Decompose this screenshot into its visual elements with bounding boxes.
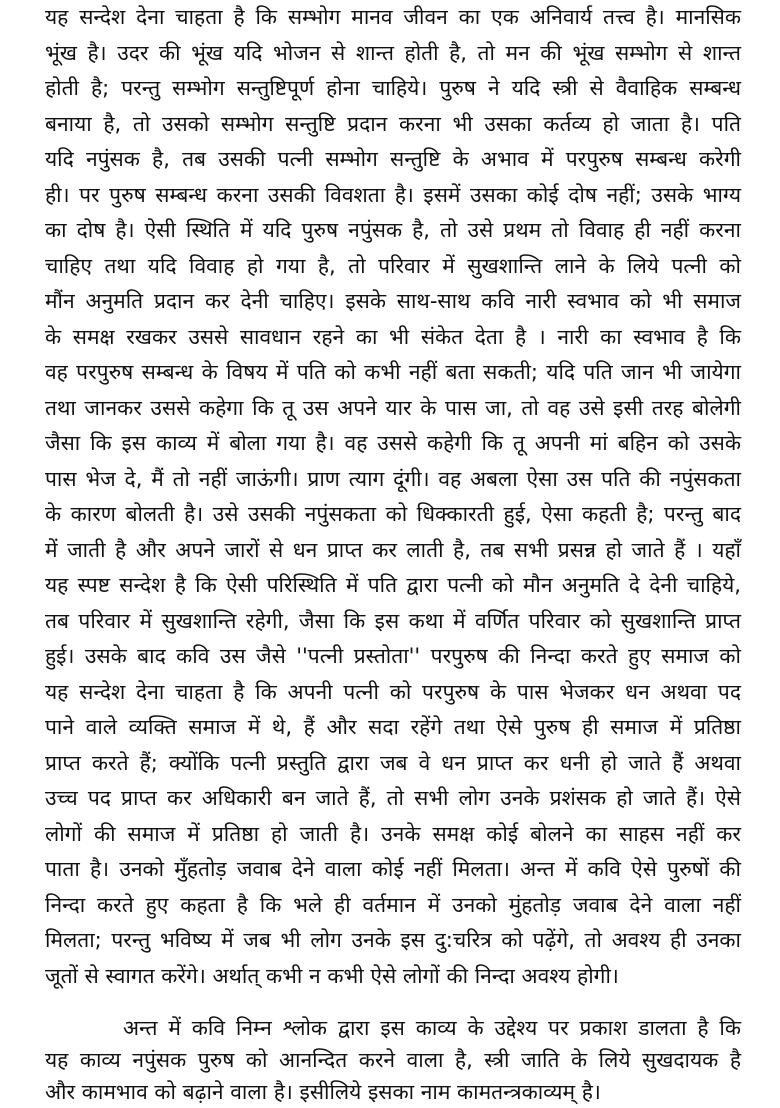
text-line: बनाया है, तो उसको सम्भोग सन्तुष्टि प्रदान करना भी उसका कर्तव्य हो जाता है। पति [45, 111, 741, 136]
text-line: के समक्ष रखकर उससे सावधान रहने का भी संकेत देता है । नारी का स्वभाव है कि [45, 324, 741, 349]
text-line: जूतों से स्वागत करेंगे। अर्थात् कभी न कभी ऐसे लोगों की निन्दा अवश्य होगी। [45, 963, 619, 988]
text-line: पाने वाले व्यक्ति समाज में थे, हैं और सदा रहेंगे तथा ऐसे पुरुष ही समाज में प्रतिष्ठा [45, 715, 741, 739]
text-line: मौंन अनुमति प्रदान कर देनी चाहिए। इसके साथ-साथ कवि नारी स्वभाव को भी समाज [45, 289, 741, 313]
text-line: यह सन्देश देना चाहता है कि सम्भोग मानव जीवन का एक अनिवार्य तत्त्व है। मानसिक [45, 5, 741, 29]
text-line: हुई। उसके बाद कवि उस जैसे ''पत्नी प्रस्तोता'' परपुरुष की निन्दा करते हुए समाज को [45, 644, 741, 668]
text-line: तथा जानकर उससे कहेगा कि तू उस अपने यार के पास जा, तो वह उसे इसी तरह बोलेगी [45, 395, 741, 420]
text-line: यह सन्देश देना चाहता है कि अपनी पत्नी को परपुरुष के पास भेजकर धन अथवा पद [45, 679, 741, 704]
text-line: जैसा कि इस काव्य में बोला गया है। वह उससे कहेगी कि तू अपनी मां बहिन को उसके [45, 431, 741, 455]
paragraph-1 [45, 0, 741, 994]
text-line: के कारण बोलती है। उसे उसकी नपुंसकता को धिक्कारती हुई, ऐसा कहती है; परन्तु बाद [45, 502, 741, 526]
text-line: ही। पर पुरुष सम्बन्ध करना उसकी विवशता है। इसमें उसका कोई दोष नहीं; उसके भाग्य [45, 182, 741, 207]
text-line: और कामभाव को बढ़ाने वाला है। इसीलिये इसका नाम कामतन्त्रकाव्यम् है। [45, 1080, 601, 1104]
text-line: प्राप्त करते हैं; क्योंकि पत्नी प्रस्तुति द्वारा जब वे धन प्राप्त कर धनी हो जाते हैं अथवा [45, 750, 741, 775]
text-line: चाहिए तथा यदि विवाह हो गया है, तो परिवार में सुखशान्ति लाने के लिये पत्नी को [45, 253, 741, 278]
text-line: यह काव्य नपुंसक पुरुष को आनन्दित करने वाला है, स्त्री जाति के लिये सुखदायक है [45, 1048, 741, 1072]
text-line: तब परिवार में सुखशान्ति रहेगी, जैसा कि इस कथा में वर्णित परिवार को सुखशान्ति प्राप्त [45, 608, 741, 633]
text-line: अन्त में कवि निम्न श्लोक द्वारा इस काव्य के उद्देश्य पर प्रकाश डालता है कि [123, 1016, 741, 1040]
text-line: वह परपुरुष सम्बन्ध के विषय में पति को कभी नहीं बता सकती; यदि पति जान भी जायेगा [45, 360, 741, 384]
text-line: लोगों की समाज में प्रतिष्ठा हो जाती है। उनके समक्ष कोई बोलने का साहस नहीं कर [45, 821, 741, 846]
text-line: पाता है। उनको मुँहतोड़ जवाब देने वाला कोई नहीं मिलता। अन्त में कवि ऐसे पुरुषों की [45, 857, 741, 881]
paragraph-2 [45, 1012, 741, 1108]
text-line: होती है; परन्तु सम्भोग सन्तुष्टिपूर्ण होना चाहिये। पुरुष ने यदि स्त्री से वैवाहिक सम्बन्ध [45, 76, 741, 100]
text-line: उच्च पद प्राप्त कर अधिकारी बन जाते हैं, तो सभी लोग उनके प्रशंसक हो जाते हैं। ऐसे [45, 786, 741, 810]
text-line: यदि नपुंसक है, तब उसकी पत्नी सम्भोग सन्तुष्टि के अभाव में परपुरुष सम्बन्ध करेगी [45, 147, 741, 171]
text-line: मिलता; परन्तु भविष्य में जब भी लोग उनके इस दु:चरित्र को पढ़ेंगे, तो अवश्य ही उनका [45, 928, 741, 952]
text-line: भूंख है। उदर की भूंख यदि भोजन से शान्त होती है, तो मन की भूंख सम्भोग से शान्त [45, 40, 741, 65]
text-line: निन्दा करते हुए कहता है कि भले ही वर्तमान में उनको मुंहतोड़ जवाब देने वाला नहीं [45, 892, 741, 917]
text-line: का दोष है। ऐसी स्थिति में यदि पुरुष नपुंसक है, तो उसे प्रथम तो विवाह ही नहीं करना [45, 218, 741, 242]
text-line: पास भेज दे, मैं तो नहीं जाऊंगी। प्राण त्याग दूंगी। वह अबला ऐसा उस पति की नपुंसकता [45, 466, 741, 491]
text-line: यह स्पष्ट सन्देश है कि ऐसी परिस्थिति में पति द्वारा पत्नी को मौन अनुमति दे देनी चाहिये, [45, 573, 741, 597]
text-line: में जाती है और अपने जारों से धन प्राप्त कर लाती है, तब सभी प्रसन्न हो जाते हैं । यहाँ [45, 537, 741, 562]
